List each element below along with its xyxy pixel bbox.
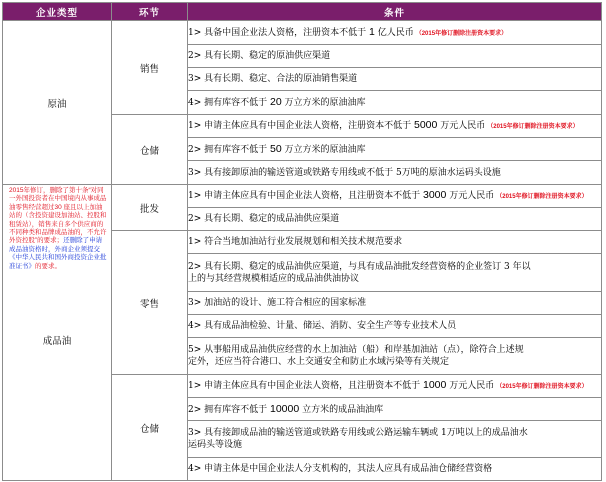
capital-value: 1 <box>369 25 375 38</box>
stage-product-retail: 零售 <box>112 231 188 375</box>
type-product-oil <box>3 185 112 481</box>
revision-note-block <box>3 185 111 275</box>
condition-cell: 4> 申请主体是中国企业法人分支机构的，其法人应具有成品油仓储经营资格 <box>188 458 602 481</box>
condition-text: 1> 申请主体应具有中国企业法人资格，且注册资本不低于 <box>188 191 423 201</box>
condition-text: 3> 具有接卸成品油的输送管道或铁路专用线或公路运输车辆或 1万吨以上的成品油水 <box>188 428 528 438</box>
condition-text: 2> 拥有库容不低于 <box>188 144 270 155</box>
condition-text: 1> 申请主体应具有中国企业法人资格，且注册资本不低于 <box>188 381 423 391</box>
condition-cell <box>188 254 602 292</box>
condition-text: 1> 申请主体应具有中国企业法人资格，注册资本不低于 <box>188 121 414 131</box>
capacity-value: 20 <box>270 96 282 108</box>
capacity-value: 10000 <box>270 402 300 415</box>
revision-note-blue: 还删除了申请成品油资格时，外商企业须提交《中华人民共和国外商投资企业批准证书》 <box>9 237 107 270</box>
condition-text: 万立方米的原油油库 <box>281 98 366 108</box>
condition-text: 2> 拥有库容不低于 <box>188 404 270 415</box>
stage-product-storage: 仓储 <box>112 375 188 481</box>
condition-cell <box>188 398 602 421</box>
condition-cell <box>188 185 602 208</box>
requirements-table <box>2 2 602 481</box>
condition-text: 定外，还应当符合港口、水上交通安全和防止水域污染等有关规定 <box>188 357 450 367</box>
condition-cell: 3> 具有接卸原油的输送管道或铁路专用线或不低于 5万吨的原油水运码头设施 <box>188 161 602 185</box>
capital-value: 3000 <box>423 189 447 201</box>
type-product-oil-label: 成品油 <box>42 336 72 348</box>
condition-text: 万元人民币 <box>446 191 495 201</box>
capital-value: 1000 <box>423 379 447 391</box>
stage-crude-storage: 仓储 <box>112 115 188 185</box>
capacity-value: 50 <box>270 142 282 155</box>
header-stage: 环节 <box>112 3 188 21</box>
condition-text: 2> 具有长期、稳定的成品油供应渠道，与具有成品油批发经营资格的企业签订 3 年以 <box>188 261 531 272</box>
revision-note: （2015年修订删除注册资本要求） <box>496 194 588 200</box>
header-enterprise-type: 企业类型 <box>3 3 112 21</box>
condition-cell: 1> 符合当地加油站行业发展规划和相关技术规范要求 <box>188 231 602 254</box>
condition-text: 4> 拥有库容不低于 <box>188 98 270 108</box>
condition-cell: 3> 加油站的设计、施工符合相应的国家标准 <box>188 292 602 315</box>
revision-note: （2015年修订删除注册资本要求） <box>487 124 579 130</box>
revision-note: （2015年修订删除注册资本要求） <box>415 30 508 37</box>
condition-cell: 3> 具有长期、稳定、合法的原油销售渠道 <box>188 68 602 91</box>
condition-cell <box>188 375 602 398</box>
condition-text: 5> 从事船用成品油供应经营的水上加油站（船）和岸基加油站（点），除符合上述规 <box>188 345 524 355</box>
header-row <box>3 3 602 21</box>
stage-product-wholesale: 批发 <box>112 185 188 231</box>
type-crude-oil: 原油 <box>3 21 112 185</box>
stage-crude-sales: 销售 <box>112 21 188 115</box>
condition-text: 万元人民币 <box>446 381 495 391</box>
revision-note-red: 的要求。 <box>35 262 61 270</box>
condition-cell: 2> 具有长期、稳定的原油供应渠道 <box>188 45 602 68</box>
condition-text: 1> 具备中国企业法人资格，注册资本不低于 <box>188 27 369 38</box>
condition-cell: 4> 具有成品油检验、计量、储运、消防、安全生产等专业技术人员 <box>188 315 602 338</box>
condition-cell <box>188 115 602 138</box>
revision-note-red: 2015年修订，删除了第十条“对同一外国投资者在中国境内从事成品油零售经营超过30 座且以上加油站的（含投资建设加油站、控股和租赁站），销售来自多个供应商的不同种类和品牌成品油的，不允许外资控股”的要求； <box>9 187 107 245</box>
capital-value: 5000 <box>414 119 438 131</box>
table-row <box>3 21 602 45</box>
condition-cell <box>188 138 602 161</box>
condition-text: 立方米的成品油油库 <box>299 404 384 415</box>
condition-text: 上的与其经营规模相适应的成品油供油协议 <box>188 273 360 284</box>
header-conditions: 条件 <box>188 3 602 21</box>
condition-cell <box>188 421 602 458</box>
condition-text: 万元人民币 <box>437 121 486 131</box>
condition-text: 亿人民币 <box>374 27 414 38</box>
condition-cell <box>188 338 602 375</box>
condition-cell <box>188 21 602 45</box>
revision-note: （2015年修订删除注册资本要求） <box>496 384 588 390</box>
condition-text: 运码头等设施 <box>188 440 243 450</box>
condition-cell <box>188 91 602 115</box>
table-row <box>3 185 602 208</box>
condition-text: 万立方米的原油油库 <box>281 144 366 155</box>
condition-cell: 2> 具有长期、稳定的成品油供应渠道 <box>188 208 602 231</box>
